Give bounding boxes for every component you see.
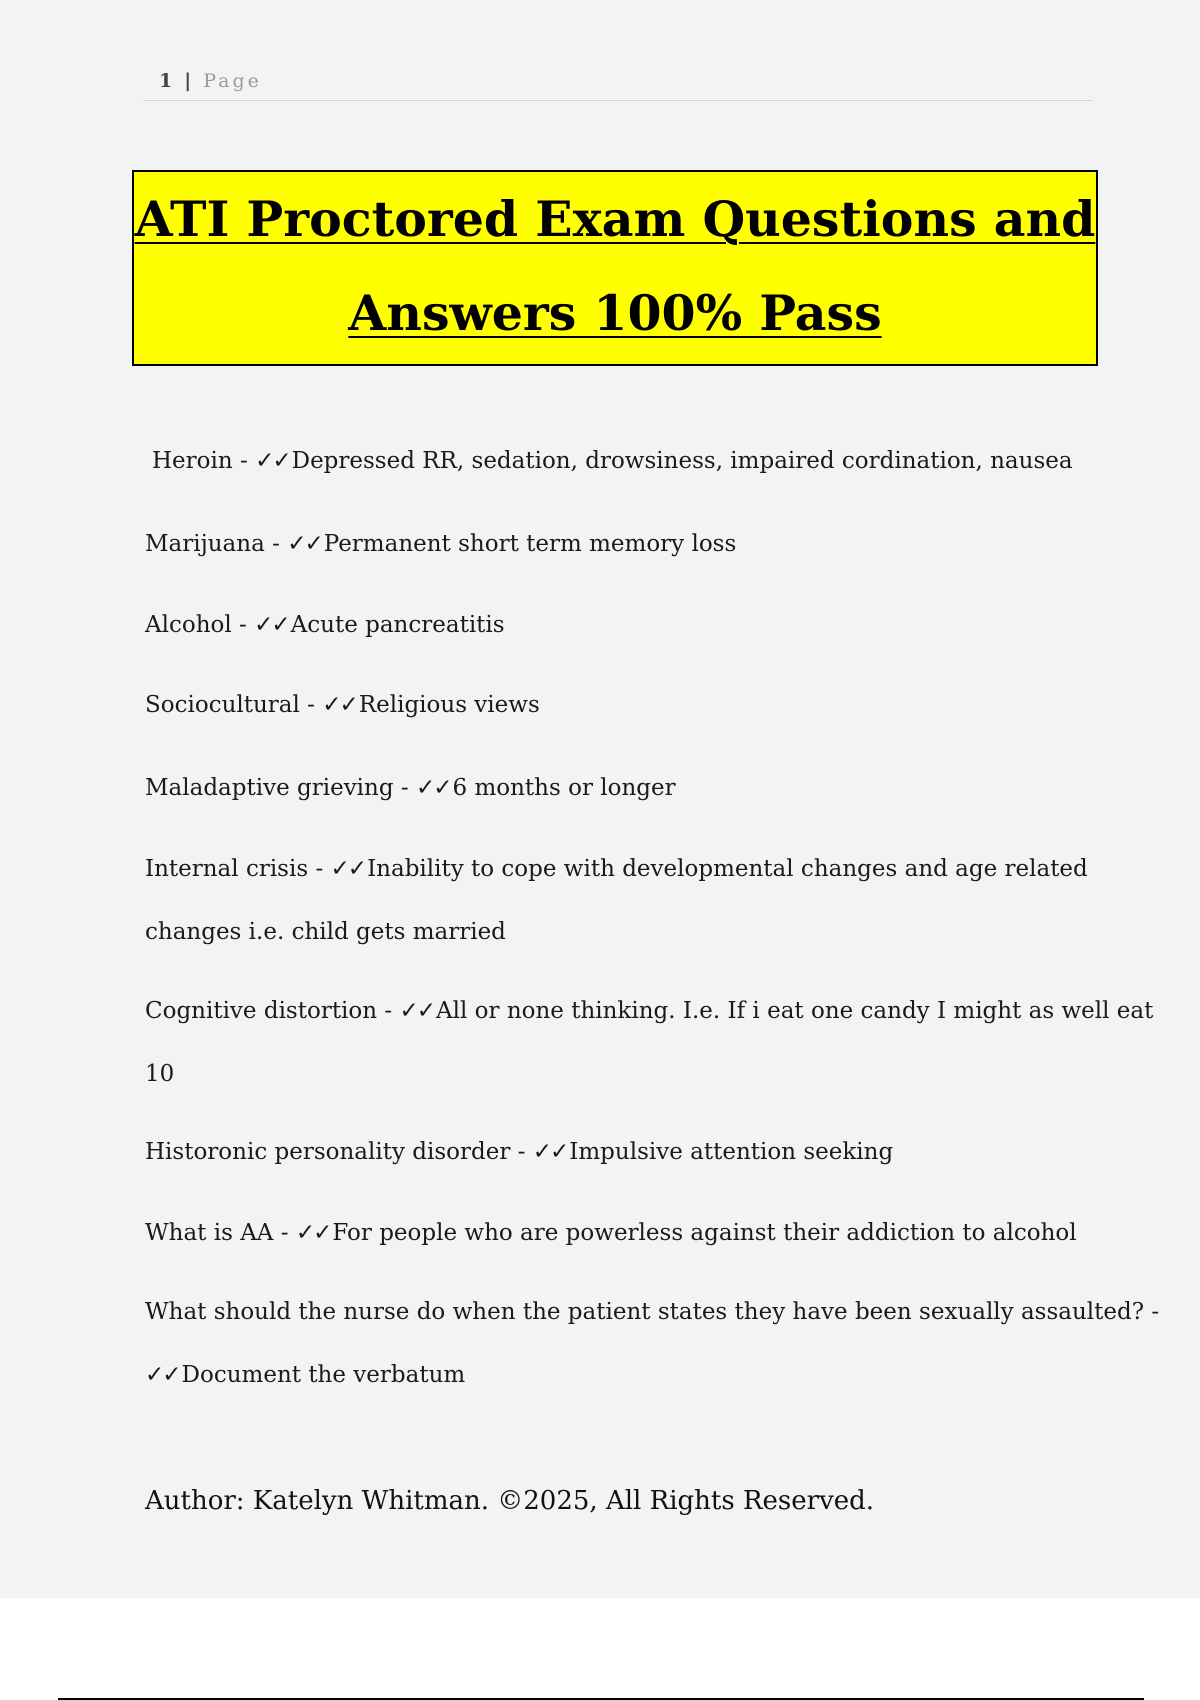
qa-term: Marijuana - — [145, 531, 288, 557]
qa-term: Historonic personality disorder - — [145, 1139, 533, 1165]
qa-answer-continued: 10 — [145, 1061, 175, 1087]
title-line-2: Answers 100% Pass — [348, 284, 882, 342]
check-icon: ✓✓ — [322, 692, 357, 718]
title-banner — [132, 170, 1098, 366]
qa-term: Cognitive distortion - — [145, 998, 400, 1024]
qa-answer: Document the verbatum — [181, 1362, 466, 1388]
check-icon: ✓✓ — [287, 531, 322, 557]
title-line-1: ATI Proctored Exam Questions and — [134, 190, 1096, 248]
qa-answer: Religious views — [358, 692, 540, 718]
qa-item-sexual-assault — [145, 1281, 1160, 1407]
check-icon: ✓✓ — [255, 448, 290, 474]
qa-answer: Depressed RR, sedation, drowsiness, impaired cordination, nausea — [291, 448, 1073, 474]
qa-answer: Inability to cope with developmental changes and age related — [367, 856, 1088, 882]
page-label: Page — [203, 70, 262, 92]
check-icon: ✓✓ — [330, 856, 366, 882]
qa-item-marijuana — [145, 513, 1095, 576]
page-separator: | — [184, 70, 195, 92]
check-icon: ✓✓ — [399, 998, 435, 1024]
check-icon: ✓✓ — [145, 1362, 180, 1388]
check-icon: ✓✓ — [295, 1220, 331, 1246]
qa-term: Maladaptive grieving - — [145, 775, 416, 801]
qa-answer: 6 months or longer — [452, 775, 676, 801]
qa-answer: Impulsive attention seeking — [569, 1139, 894, 1165]
qa-item-histrionic-disorder — [145, 1121, 1095, 1184]
qa-answer-continued: changes i.e. child gets married — [145, 919, 506, 945]
qa-term: Alcohol - — [145, 612, 255, 638]
qa-answer: All or none thinking. I.e. If i eat one candy I might as well eat — [436, 998, 1154, 1024]
qa-item-cognitive-distortion — [145, 980, 1154, 1106]
qa-answer: Acute pancreatitis — [290, 612, 505, 638]
author-credit: Author: Katelyn Whitman. ©2025, All Rights Reserved. — [145, 1486, 875, 1516]
qa-item-maladaptive-grieving — [145, 757, 1095, 820]
qa-answer: Permanent short term memory loss — [323, 531, 737, 557]
page-number: 1 — [159, 70, 176, 92]
qa-term: Internal crisis - — [145, 856, 331, 882]
check-icon: ✓✓ — [254, 612, 289, 638]
check-icon: ✓✓ — [532, 1139, 568, 1165]
qa-item-what-is-aa — [145, 1202, 1095, 1265]
qa-item-sociocultural — [145, 674, 1095, 737]
qa-term: Sociocultural - — [145, 692, 323, 718]
qa-term: What is AA - — [145, 1220, 296, 1246]
page-header — [143, 70, 1093, 101]
qa-item-internal-crisis — [145, 838, 1095, 964]
qa-item-alcohol — [145, 594, 1095, 657]
qa-term: What should the nurse do when the patient states they have been sexually assaulted? - — [145, 1299, 1160, 1325]
qa-answer: For people who are powerless against their addiction to alcohol — [332, 1220, 1077, 1246]
qa-item-heroin — [152, 430, 1102, 493]
check-icon: ✓✓ — [415, 775, 451, 801]
qa-term: Heroin - — [152, 448, 256, 474]
